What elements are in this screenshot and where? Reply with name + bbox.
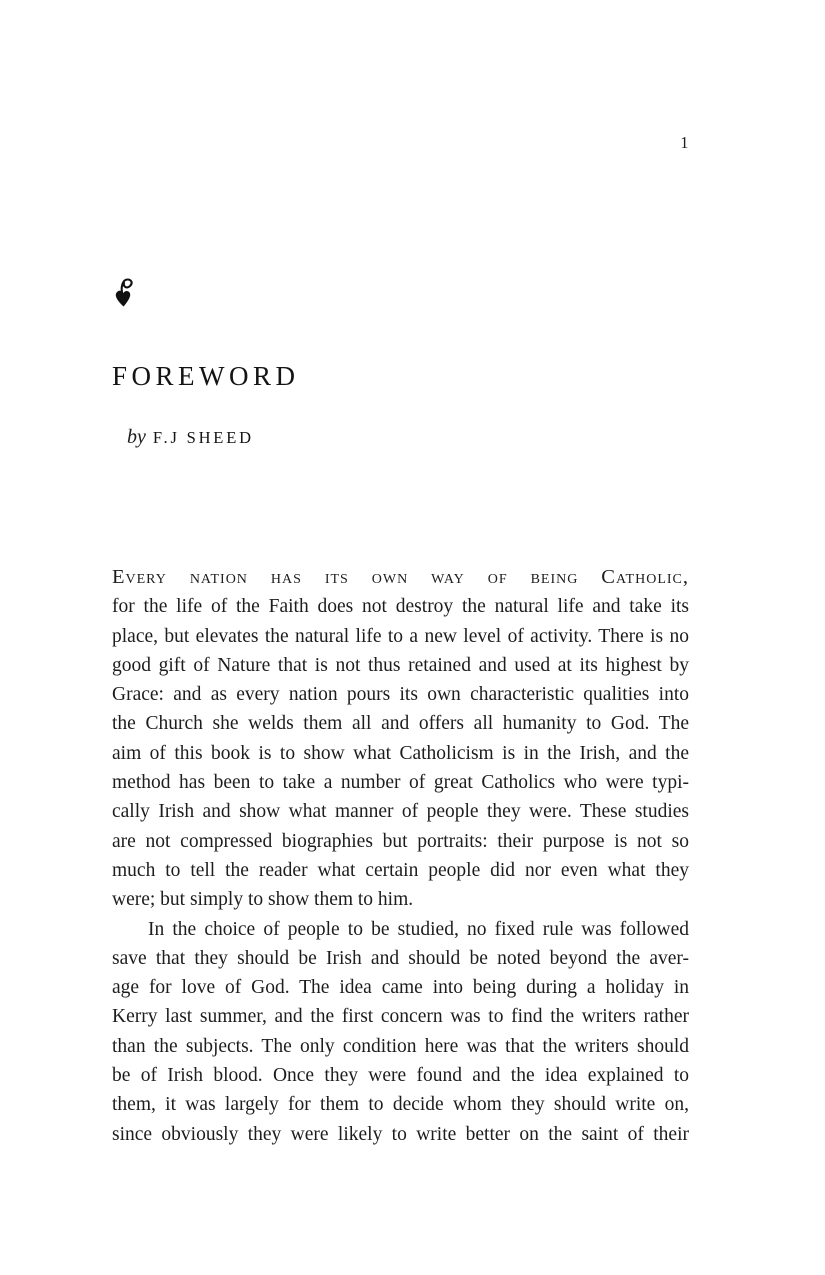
paragraph-2 xyxy=(112,915,689,1149)
page-title: FOREWORD xyxy=(112,361,300,391)
byline xyxy=(127,426,254,449)
text-line: be of Irish blood. Once they were found and the idea explained to xyxy=(112,1065,689,1087)
fleuron-ornament-icon xyxy=(113,275,135,309)
text-line: save that they should be Irish and should be noted beyond the aver- xyxy=(112,947,689,969)
paragraph-1 xyxy=(112,563,689,915)
text-line: aim of this book is to show what Catholicism is in the Irish, and the xyxy=(112,742,689,764)
text-line: age for love of God. The idea came into being during a holiday in xyxy=(112,977,689,999)
text-line: for the life of the Faith does not destroy the natural life and take its xyxy=(112,596,689,618)
text-line: since obviously they were likely to write better on the saint of their xyxy=(112,1123,689,1145)
text-line: good gift of Nature that is not thus retained and used at its highest by xyxy=(112,654,689,676)
text-line: method has been to take a number of great Catholics who were typi- xyxy=(112,772,689,794)
body-text xyxy=(112,563,689,1149)
text-line: are not compressed biographies but portraits: their purpose is not so xyxy=(112,830,689,852)
text-line: place, but elevates the natural life to a new level of activity. There is no xyxy=(112,625,689,647)
text-line: were; but simply to show them to him. xyxy=(112,889,414,911)
text-line: Kerry last summer, and the first concern was to find the writers rather xyxy=(112,1006,689,1028)
page-number: 1 xyxy=(680,133,689,152)
text-line: cally Irish and show what manner of people they were. These studies xyxy=(112,801,689,823)
text-line: them, it was largely for them to decide whom they should write on, xyxy=(112,1094,689,1116)
byline-name: F.J SHEED xyxy=(152,428,254,447)
text-line: much to tell the reader what certain people did nor even what they xyxy=(112,859,689,881)
text-line: the Church she welds them all and offers all humanity to God. The xyxy=(112,713,689,735)
text-line: Every nation has its own way of being Catholic, xyxy=(112,566,689,588)
text-line: In the choice of people to be studied, no fixed rule was followed xyxy=(148,918,689,940)
text-line: Grace: and as every nation pours its own characteristic qualities into xyxy=(112,684,689,706)
text-line: than the subjects. The only condition here was that the writers should xyxy=(112,1035,689,1057)
byline-prefix: by xyxy=(127,426,146,448)
